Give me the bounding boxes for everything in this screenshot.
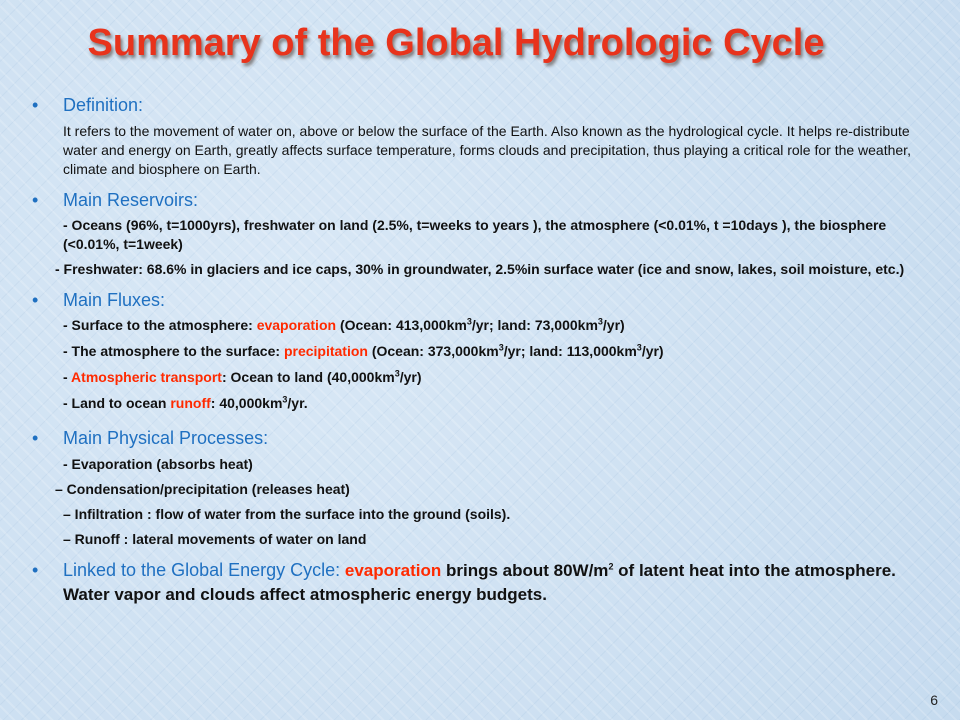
flux-item: - Atmospheric transport: Ocean to land $(40,000km^3/yr)$: [63, 368, 422, 385]
slide-title: Summary of the Global Hydrologic Cycle: [87, 22, 825, 64]
section-processes: [32, 425, 937, 549]
flux-highlight: runoff: [170, 395, 211, 411]
definition-heading: Definition:: [63, 95, 144, 115]
bullet-icon: •: [32, 190, 39, 210]
bullet-icon: •: [32, 95, 39, 115]
energy-text: Linked to the Global Energy Cycle: evaporation brings about $80W/m^2$ of latent heat into the atmosphere. Water vapor and clouds affect atmospheric energy budgets.: [63, 560, 896, 604]
flux-item: - Land to ocean runoff: $40,000km^3/yr$.: [63, 394, 308, 411]
slide-content: [32, 92, 937, 606]
bullet-icon: •: [32, 290, 39, 310]
section-reservoirs: [32, 187, 937, 279]
section-definition: [32, 92, 937, 179]
flux-highlight: precipitation: [283, 343, 368, 359]
reservoir-item: - Freshwater: 68.6% in glaciers and ice caps, 30% in groundwater, 2.5%in surface water (ice and snow, lakes, soil moisture, etc.): [55, 261, 905, 277]
definition-text: It refers to the movement of water on, above or below the surface of the Earth. Also known as the hydrological cycle. It helps re-distribute water and energy on Earth, greatly affects surface temperature, forms clouds and precipitation, thus playing a critical role for the weather, climate and biosphere on Earth.: [63, 123, 911, 177]
flux-highlight: Atmospheric transport: [71, 369, 222, 385]
energy-highlight: evaporation: [344, 561, 442, 580]
page-number: 6: [930, 692, 938, 708]
process-item: - Evaporation (absorbs heat): [63, 456, 253, 472]
bullet-icon: •: [32, 560, 39, 580]
flux-item: - The atmosphere to the surface: precipitation (Ocean: $373,000km^3/yr$; land: $113,000km^3/yr$): [63, 342, 664, 359]
reservoirs-heading: Main Reservoirs:: [63, 190, 199, 210]
section-energy: [32, 557, 937, 606]
process-item: – Infiltration : flow of water from the surface into the ground (soils).: [63, 506, 511, 522]
processes-heading: Main Physical Processes:: [63, 428, 269, 448]
flux-highlight: evaporation: [256, 317, 337, 333]
fluxes-heading: Main Fluxes:: [63, 290, 166, 310]
flux-item: - Surface to the atmosphere: evaporation (Ocean: $413,000km^3/yr$; land: $73,000km^3/yr$): [63, 316, 625, 333]
section-fluxes: [32, 287, 937, 413]
reservoir-item: - Oceans (96%, t=1000yrs), freshwater on land (2.5%, t=weeks to years ), the atmosphere (<0.01%, t =10days ), the biosphere (<0.01%, t=1week): [63, 217, 887, 252]
energy-heading: Linked to the Global Energy Cycle:: [63, 560, 341, 580]
process-item: – Runoff : lateral movements of water on land: [63, 531, 367, 547]
process-item: – Condensation/precipitation (releases heat): [55, 481, 350, 497]
bullet-icon: •: [32, 428, 39, 448]
